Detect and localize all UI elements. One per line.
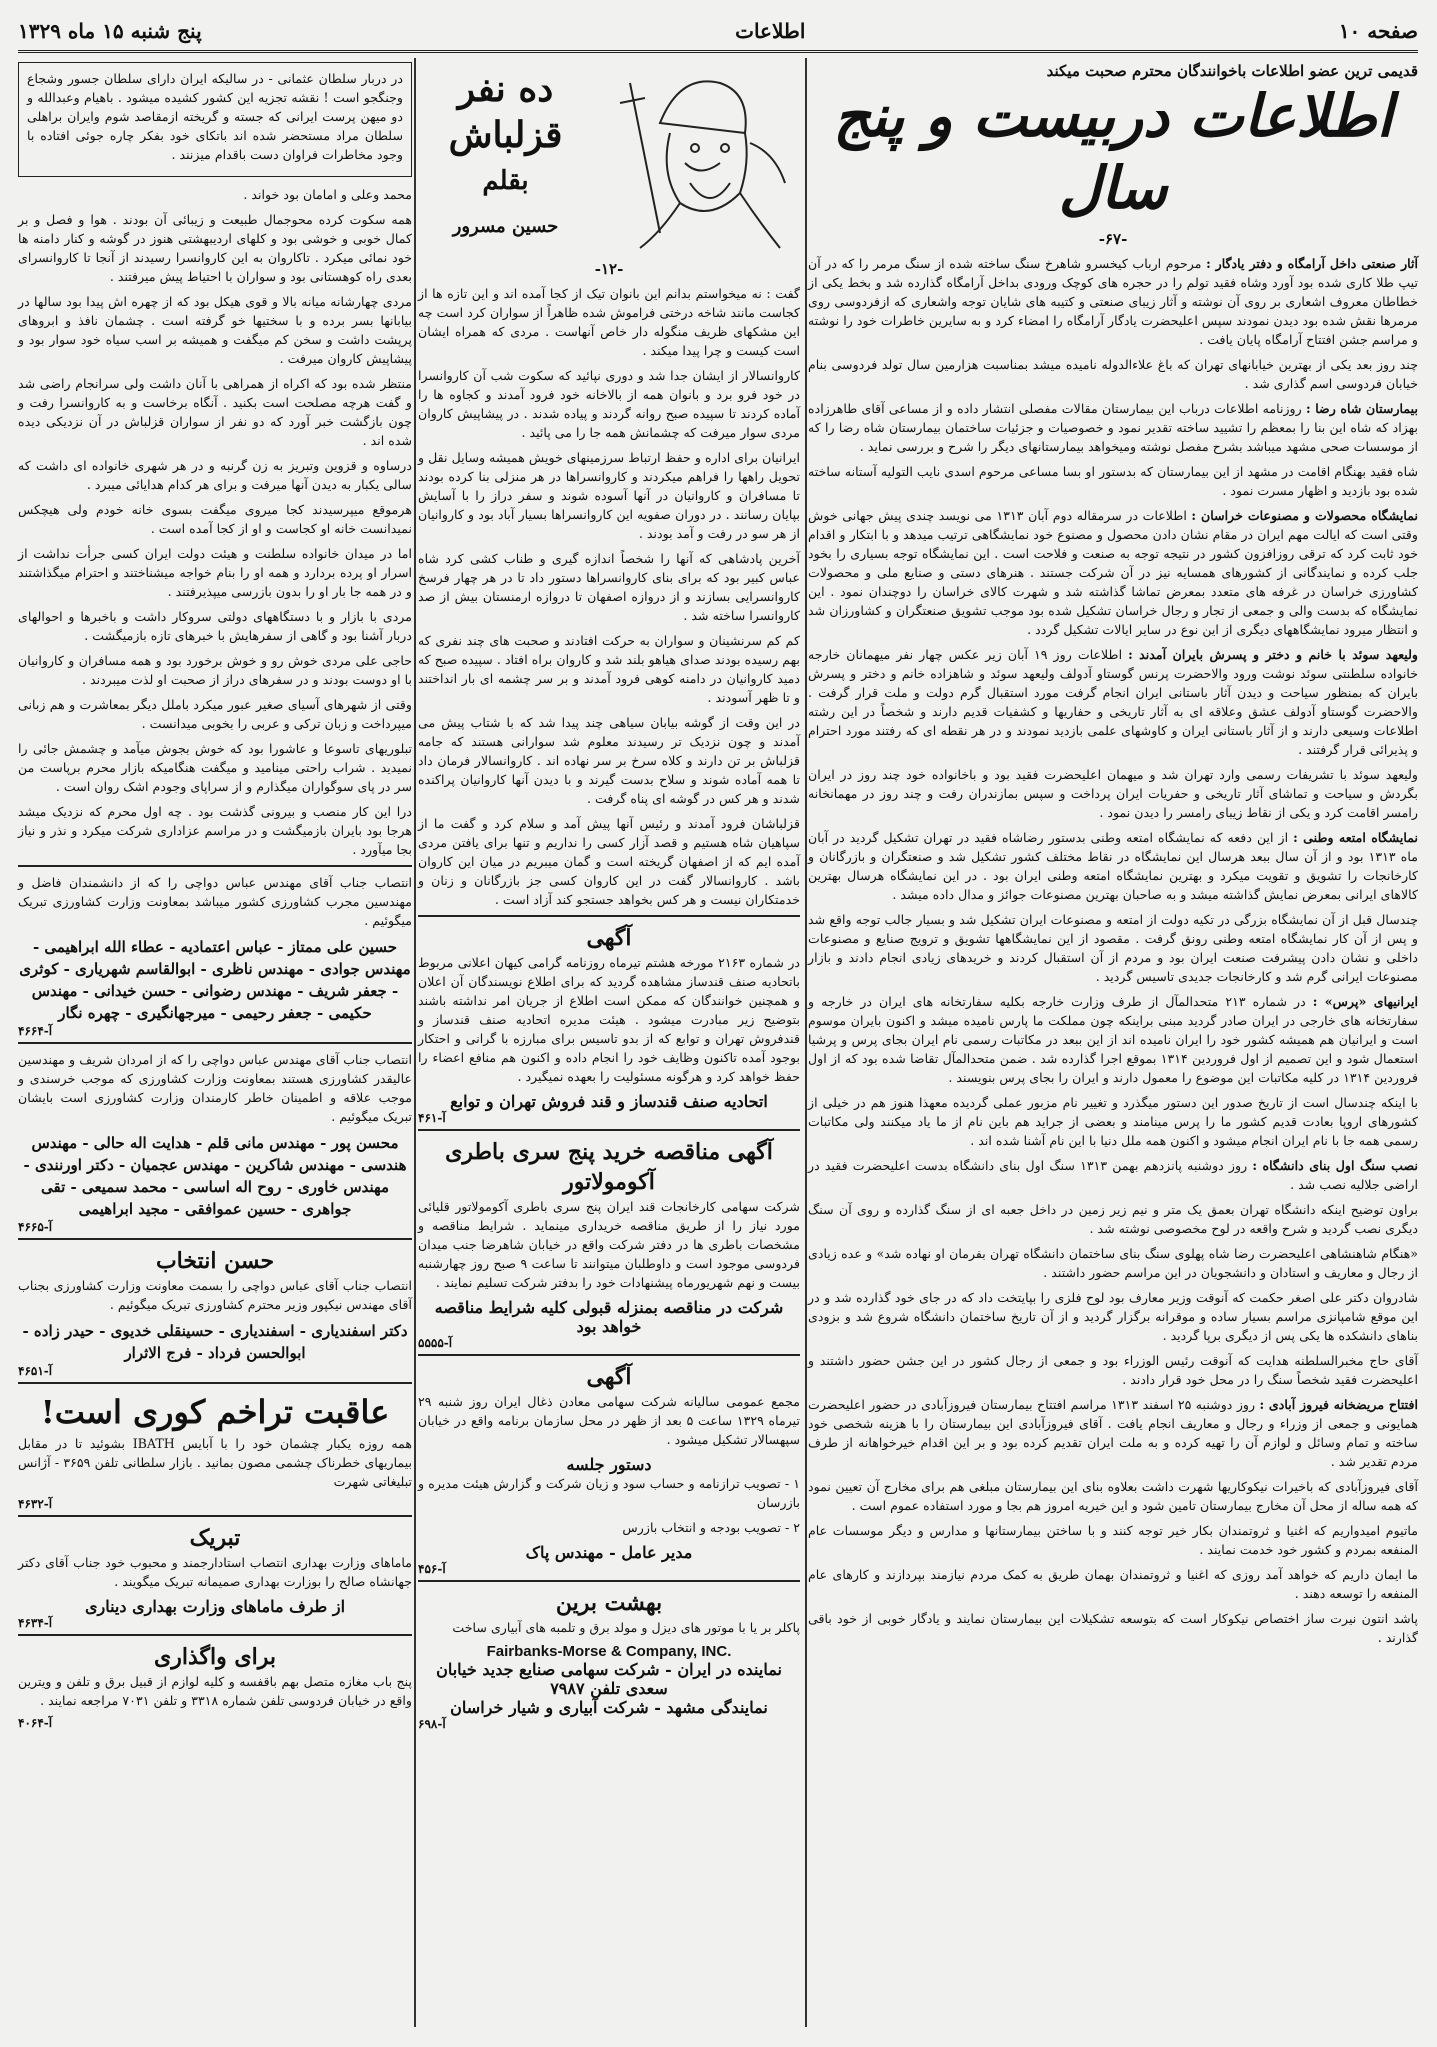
article-text: شادروان دکتر علی اصغر حکمت که آنوقت وزیر معارف بود لوح فلزی را بپایتخت داد که در جای خود گذارده شد و در این موقع شامپانزی مراسم بسیار ساده و موقرانه برگزار گردید و از آن تاریخ ساختمان دانشگاه شروع شد و بزودی بناهای دانشکده ها یکی پس از دیگری برپا گردید .: [808, 1290, 1418, 1343]
portrait-illustration: [600, 63, 800, 253]
article-text: در شماره ۲۱۳ متحدالمآل از طرف وزارت خارجه بکلیه سفارتخانه های ایران در خارجه و سفارتخانه های خارجی در ایران صادر گردید مبنی براینکه چون مملکت ما پارس نامیده میشد و اکنون بایران موسوم است و ایرانیان هم همیشه کشور خود را ایران نامیده اند از این ببعد در مکاتبات رسمی نام ایران بجای پرس و پرشیا استعمال شود و این تصمیم از اول فروردین ۱۳۱۴ بموقع اجرا گذارده شد . ضمن متحدالمآل تقاضا شده بود که از اول فروردین ۱۳۱۴ در کلیه مکاتبات این موضوع را معمول دارند و ایران را بجای پرس بنویسند .: [808, 994, 1419, 1085]
article-paragraph: [808, 1093, 1418, 1150]
serial-paragraph: محمد وعلی و امامان بود خواند .: [243, 187, 412, 202]
article-paragraph: [808, 1477, 1418, 1515]
article-paragraph: [808, 1395, 1418, 1471]
ad-code: آ-۴۶۵۱: [18, 1364, 53, 1378]
article-paragraph: [808, 992, 1418, 1087]
ad-names: دکتر اسفندیاری - اسفندیاری - حسینقلی خدیوی - حیدر زاده - ابوالحسن فرداد - فرج الاثرار: [22, 1322, 408, 1362]
right-column: [808, 58, 1418, 1653]
article-subheading: آثار صنعتی داخل آرامگاه و دفتر یادگار :: [1206, 256, 1418, 271]
ad-title: حسن انتخاب: [155, 1248, 275, 1274]
ad-signature: شرکت در مناقصه بمنزله قبولی کلیه شرایط مناقصه خواهد بود: [434, 1298, 784, 1336]
ad-text: مجمع عمومی سالیانه شرکت سهامی معادن ذغال ایران روز شنبه ۲۹ تیرماه ۱۳۲۹ ساعت ۵ بعد از ظهر در محل سازمان برنامه واقع در خیابان سپهسالار تشکیل میشود .: [418, 1394, 800, 1447]
ad-code: آ-۵۵۵۵: [418, 1336, 453, 1350]
article-text: آقای حاج مخبرالسلطنه هدایت که آنوقت رئیس الوزراء بود و جمعی از رجال کشور در این جشن حضور داشتند و اعلیحضرت فقید شخصاً سنگ را در محل خود قرار دادند .: [808, 1353, 1418, 1387]
advertisement: [18, 1515, 412, 1634]
ad-names: محسن پور - مهندس مانی قلم - هدایت اله حالی - مهندس هندسی - مهندس شاکرین - مهندس عجمیان - دکتر اورنندی - مهندس خاوری - روح اله اساسی - محمد سمیعی - تقی جواهری - حسین عموافقی - مجید ابراهیمی: [23, 1134, 407, 1218]
serial-paragraph: وقتی از شهرهای آسیای صغیر عبور میکرد باملل دیگر بمعاشرت و هم زبانی میپرداخت و زبان ترکی و عربی را بخوبی میدانست .: [18, 697, 412, 731]
middle-column: [418, 58, 800, 1735]
advertisement: [18, 865, 412, 1042]
left-column: [18, 58, 412, 1734]
serial-paragraph: تبلوریهای تاسوعا و عاشورا بود که خوش بجوش میآمد و چشمش جائی را نمیدید . شراب راحتی مینامید و میگفت هنگامیکه بازار محرم برپاست من سر در پای سوگواران میگذارم و از سراپای وجودم اشک روان است .: [18, 741, 412, 794]
left-ads: [18, 865, 412, 1734]
ad-signature: اتحادیه صنف قندساز و قند فروش تهران و توابع: [450, 1092, 768, 1111]
article-paragraph: [808, 1521, 1418, 1559]
advertisement: [418, 1354, 800, 1580]
article-paragraph: [808, 254, 1418, 349]
ad-signature: نماینده در ایران - شرکت سهامی صنایع جدید خیابان سعدی تلفن ۷۹۸۷: [436, 1660, 782, 1698]
ad-code: آ-۴۶۶۵: [18, 1220, 53, 1234]
article-paragraph: [808, 1609, 1418, 1647]
ad-names: حسین علی ممتاز - عباس اعتمادیه - عطاء الله ابراهیمی - مهندس جوادی - مهندس ناظری - ابوالقاسم شهریاری - کوثری - جعفر شریف - مهندس رضوانی - حسن خیدانی - مهندس حکیمی - جعفر رحیمی - میرجهانگیری - چهره نگار: [19, 938, 411, 1022]
serial-paragraph: آخرین پادشاهی که آنها را شخصاً اندازه گیری و طناب کشی کرد شاه عباس کبیر بود که برای بنای کاروانسراها دستور داد تا در هر چهار فرسخ کاروانسرایی بسازند و از دروازه اصفهان تا دروازه ارمنستان بیش از صد کاروانسرا ساخته شد .: [418, 551, 800, 623]
ad-code: آ-۴۶۱: [418, 1111, 446, 1125]
article-paragraph: [808, 1288, 1418, 1345]
advertisement: [18, 1634, 412, 1734]
ad-code: آ-۴۵۶: [418, 1562, 446, 1576]
ad-code: آ-۴۶۳۴: [18, 1616, 53, 1630]
ad-text: پنج باب مغازه متصل بهم باقفسه و کلیه لوازم از قبیل برق و تلفن و ویترین واقع در خیابان فردوسی تلفن شماره ۳۳۱۸ و تلفن ۷۰۳۱ مراجعه نمایند .: [18, 1674, 412, 1708]
serial-paragraph: درساوه و قزوین وتبریز به زن گرنبه و در هر شهری خانواده ای داشت که سالی یکبار به دیدن آنها میرفت و برای هر کدام هدایائی میبرد .: [18, 458, 412, 492]
advertisement: [18, 1382, 412, 1515]
serial-paragraph: حاجی علی مردی خوش رو و خوش برخورد بود و همه مسافران و کاروانیان با او دوست بودند و در سفرهای دراز از صحبت او لذت میبردند .: [18, 653, 412, 687]
ad-title: آگهی: [586, 925, 632, 951]
ad-title: آگهی: [586, 1364, 632, 1390]
article-text: شاه فقید بهنگام اقامت در مشهد از این بیمارستان که بدستور او بسا مساعی مرحوم اسدی نایب التولیه آستانه ساخته شده بود بازدید و اظهار مسرت نمود .: [808, 464, 1418, 498]
ad-text: ماماهای وزارت بهداری انتصاب استادارجمند و محبوب خود جناب آقای دکتر جهانشاه صالح را بوزارت بهداری صمیمانه تبریک میگویند .: [18, 1555, 412, 1589]
article-paragraph: [808, 1565, 1418, 1603]
ad-title: عاقبت تراخم کوری است!: [40, 1393, 390, 1431]
article-text: روز دوشنبه پانزدهم بهمن ۱۳۱۳ سنگ اول بنای دانشگاه بدست اعلیحضرت فقید در اراضی جلالیه نصب شد .: [808, 1158, 1418, 1192]
article-text: چند روز بعد یکی از بهترین خیابانهای تهران که باغ علاءالدوله نامیده میشد بمناسبت هزارمین سال تولد فردوسی بنام خیابان فردوسی اسم گذاری شد .: [808, 357, 1418, 391]
advertisement: [418, 1580, 800, 1735]
article-text: روز دوشنبه ۲۵ اسفند ۱۳۱۳ مراسم افتتاح بیمارستان فیروزآبادی در حضور اعلیحضرت همایونی و جمعی از وزراء و رجال و معاریف انجام یافت . آقای فیروزآبادی این بیمارستان را با هزینه شخصی خود ساخته و تمام وسائل و لوازم آن را تهیه کرده و به ملت ایران تقدیم کرده بود و بر این اقدام خیرخواهانه از طرف مردم تقدیر شد .: [808, 1397, 1418, 1469]
ad-code: آ-۴۶۳۲: [18, 1497, 53, 1511]
ad-text: شرکت سهامی کارخانجات قند ایران پنج سری باطری آکومولاتور قلیائی مورد نیاز را از طریق مناقصه خریداری مینماید . شرایط مناقصه و مشخصات باطری ها در دفتر شرکت واقع در خیابان شاهرضا جنب میدان فردوسی موجود است و داوطلبان میتوانند تا ساعت ۹ صبح روز چهارشنبه بیست و نهم شهریورماه پیشنهادات خود را بدفتر شرکت تسلیم نمایند .: [418, 1199, 800, 1290]
article-paragraph: [808, 1244, 1418, 1282]
ad-signature: از طرف ماماهای وزارت بهداری دیناری: [84, 1597, 346, 1616]
ad-code: آ-۴۰۶۴: [18, 1716, 53, 1730]
article-text: براون توضیح اینکه دانشگاه تهران بعمق یک متر و نیم زیر زمین در داخل جعبه ای از سنگ گذارده و روی آن سنگ دیگری نصب گردید و شرح واقعه در لوح مخصوصی نوشته شد .: [808, 1202, 1418, 1236]
article-text: ماتیوم امیدواریم که اغنیا و ثروتمندان بکار خیر توجه کنند و با ساختن بیمارستانها و مدارس و دیگر موسسات عام المنفعه بمردم و کشور خود خدمت نمایند .: [808, 1523, 1418, 1557]
header-page-number: صفحه ۱۰: [1338, 19, 1418, 43]
ad-agenda-title: دستور جلسه: [566, 1455, 652, 1474]
serial-paragraph: منتظر شده بود که اکراه از همراهی با آنان داشت ولی سرانجام راضی شد و گفت هرچه مصلحت است بکنید . آنگاه برخاست و به کاروانسرا رفت و چون بازگشت خبر آورد که دو نفر از سواران قزلباش در آن نزدیکی دیده شده اند .: [18, 376, 412, 448]
synopsis-text: در دربار سلطان عثمانی - در سالیکه ایران دارای سلطان جسور وشجاع وجنگجو است ! نقشه تجزیه این کشور کشیده میشود . باهیام وعبدالله و دو میهن پرست ایرانی که جسته و گریخته ازمقاصد شوم وایران براهلی سلطان مراد مستحضر شده اند باتکای خود بفکر چاره جوئی افتاده با وجود مخاطرات فراوان دست باقدام میزنند .: [27, 71, 403, 162]
article-paragraph: [808, 506, 1418, 639]
article-subheading: نصب سنگ اول بنای دانشگاه :: [1252, 1158, 1418, 1173]
article-paragraph: [808, 399, 1418, 456]
article-paragraph: [808, 1351, 1418, 1389]
article-subheading: نمایشگاه محصولات و مصنوعات خراسان :: [1191, 508, 1418, 523]
article-subheading: نمایشگاه امتعه وطنی :: [1293, 830, 1418, 845]
serial-paragraph: قزلباشان فرود آمدند و رئیس آنها پیش آمد و سلام کرد و گفت ما از سپاهیان شاه هستیم و قصد آزار کسی را نداریم و تنها برای یافتن مردی آمده ایم که از اصفهان گریخته است و گمان میبریم در میان این کاروان باشد . کاروانسالار گفت در این کاروان کسی جز بازرگانان و زنان و خدمتکاران نیست و هر کس بخواهد جستجو کند آزاد است .: [418, 816, 800, 907]
article-subheading: ولیعهد سوئد با خانم و دختر و پسرش بایران آمدند :: [1128, 647, 1418, 662]
serial-paragraph: کم کم سرنشینان و سواران به حرکت افتادند و صحبت های چند نفری که بهم رسیده بودند صدای هیاهو بلند شد و کاروان براه افتاد . سپیده صبح که دمید کاروانیان در دامنه کوهی فرود آمدند و بر سر چشمه ای بار انداختند و تا ظهر آسودند .: [418, 633, 800, 705]
article-text: ولیعهد سوئد با تشریفات رسمی وارد تهران شد و میهمان اعلیحضرت فقید بود و باخانواده خود چند روز در ایران بگردش و سیاحت و تماشای آثار تاریخی و حفریات ایران پرداخت و سپس بمازندران رفت و چند روز در مهمانخانه رامسر اقامت کرد و یکی از نقاط زیبای رامسر را دیدن نمود .: [808, 767, 1418, 820]
ad-text: همه روزه یکبار چشمان خود را با آبایس IBATH بشوئید تا در مقابل بیماریهای خطرناک چشمی مصون بمانید . بازار سلطانی تلفن ۳۶۵۹ - آژانس تبلیغاتی شهرت: [18, 1436, 413, 1489]
serial-paragraph: گفت : نه میخواستم بدانم این بانوان تیک از کجا آمده اند و این تازه ها از کجاست مانند شاخه درختی فراموش شده ظاهراً از سواران کرد است چه این مشکهای ظریف منگوله دار خاص آنهاست . مردی که همراه ایشان است کیست و چرا پیدا میکند .: [418, 286, 800, 358]
article-text: پاشد انتون نیرت ساز اختصاص نیکوکار است که بتوسعه تشکیلات این بیمارستان نمایند و یادگار خوبی از خود باقی گذارند .: [808, 1611, 1418, 1645]
article-text: اطلاعات روز ۱۹ آبان زیر عکس چهار نفر میهمانان خارجه خانواده سلطنتی سوئد نوشت ورود والاحضرت پرنس گوستاو آدولف ولیعهد سوئد و شاهزاده خانم و دختر و پسرش بایران که بمنظور سیاحت و دیدن آثار باستانی ایران انجام گرفت مورد استقبال گرم دولت و ملت قرار گرفت . والاحضرت گوستاو آدولف عشق وعلاقه ای به آثار تاریخی و حفاریها و کشفیات قدیم دارند و شخصاً در این رشته اطلاعات وسیعی دارند و از آثار باستانی ایران و کاوشهای علمی بازدید نمودند و در هر نقطه ای که رفتند مورد احترام و پذیرائی قرار گرفتند .: [808, 647, 1418, 757]
serial-paragraph: ایرانیان برای اداره و حفظ ارتباط سرزمینهای خویش همیشه وسایل نقل و تحویل راهها را فراهم میکردند و کاروانسراها در هر منزلی بنا کرده بودند تا مسافران و کاروانیان در آنها آسوده شوند و سفر دراز را با آسایش بپایان رسانند . در دوران صفویه این کاروانسراها بسیار آباد بود و کاروانیان از هر سو در رفت و آمد بودند .: [418, 450, 800, 541]
serial-by: بقلم: [482, 166, 529, 196]
serial-paragraph: همه سکوت کرده محوجمال طبیعت و زیبائی آن بودند . هوا و فصل و بر کمال خوبی و خوشی بود و کلهای اردیبهشتی هنوز در گوشه و کنار دامنه ها خود نمائی میکرد . تاکاروان به این کاروانسرا رسیدند از آنجا تا کاروانسرای بعدی راه کوهستانی بود و سواران با احتیاط پیش میرفتند .: [18, 212, 412, 284]
article-text: اطلاعات در سرمقاله دوم آبان ۱۳۱۳ می نویسد چندی پیش جهانی خوش وقتی است که ایالت مهم ایران در مقام نشان دادن محصول و مصنوع خود نمایشگاهی ترتیب میدهد و با ابتکار و اقدام خود ثابت کرد که ترقی روزافزون کشور در نتیجه توجه به صنعت و فلاحت است . این نمایشگاه توجه بسیاری را بخود جلب کرده و نمایندگانی از کشورهای همسایه نیز در آن شرکت جستند . هنرهای دستی و صنایع ملی و محصولات کشاورزی خراسان در غرفه های متعدد بمعرض تماشا گذاشته شد و شهرت کالای خراسان را دوچندان نمود . این نمایشگاه که بدست والی و جمعی از تجار و رجال خراسان تشکیل شده بود موجب تشویق صنعتگران و کشاورزان شد و انتظار میرود نمایشگاههای دیگری از این نوع در سایر ایالات تشکیل گردد .: [808, 508, 1418, 637]
serial-paragraph: اما در میدان خانواده سلطنت و هیئت دولت ایران کسی جرأت نداشت از اسرار او پرده بردارد و همه او را بنام خواجه میشناختند و احترام میگذاشتند و در همه جا بار او را بدون بازرسی میپذیرفتند .: [18, 546, 412, 599]
ad-title: تبریک: [189, 1525, 241, 1551]
serial-paragraph: هرموقع میپرسیدند کجا میروی میگفت بسوی خانه خودم ولی هیچکس نمیدانست خانه او کجاست و او از کجا آمده است .: [18, 502, 412, 536]
serial-paragraph: در این وقت از گوشه بیابان سیاهی چند پیدا شد که با شتاب پیش می آمدند و چون نزدیک تر رسیدند معلوم شد سوارانی هستند که جامه قزلباش بر تن دارند و کلاه سرخ بر سر نهاده اند . کاروانسالار فرمان داد تا همه آماده شوند و سلاح بدست گیرند و با دیدن آنها کاروانیان پراکنده شدند و هر کس در گوشه ای پناه گرفت .: [418, 715, 800, 806]
article-paragraph: [808, 765, 1418, 822]
column-divider: [805, 58, 807, 2027]
ad-title: بهشت برین: [555, 1590, 663, 1616]
masthead-title: اطلاعات دربیست و پنج سال: [833, 82, 1393, 222]
serial-paragraph: درا این کار منصب و بیرونی گذشت بود . چه اول محرم که نزدیک میشد هرجا بود بایران بازمیگشت و در مراسم عزاداری شرکت میکرد و نذر و نیاز بجا میآورد .: [18, 804, 412, 857]
ad-text: در شماره ۲۱۶۳ مورخه هشتم تیرماه روزنامه گرامی کیهان اعلانی مربوط باتحادیه صنف قندساز مشاهده گردید که برای اطلاع نویسندگان آن اعلان و همچنین خوانندگان که ممکن است اطلاع از جریان امر نداشته باشند بتوضیح زیر مبادرت میشود . هیئت مدیره اتحادیه صنف قندساز و قندفروش تهران و توابع که از بدو تاسیس برای مبارزه با گرانی و احتکار بوجود آمده تاکنون وظایف خود را انجام داده و اکنون هم منافع اعضاء را حفظ خواهد کرد و هرگونه مسئولیت را بعهده نمیگیرد .: [418, 955, 801, 1084]
article-paragraph: [808, 1200, 1418, 1238]
header-date: پنج شنبه ۱۵ ماه ۱۳۲۹: [18, 19, 202, 43]
ad-title: برای واگذاری: [154, 1644, 276, 1670]
article-subheading: افتتاح مریضخانه فیروز آبادی :: [1259, 1397, 1418, 1412]
ad-code: آ-۴۶۶۴: [18, 1024, 53, 1038]
ad-text: انتصاب جناب آقای عباس دواچی را بسمت معاونت وزارت کشاورزی بجناب آقای مهندس نیکپور وزیر محترم کشاورزی تبریک میگوئیم .: [18, 1278, 412, 1312]
ad-code: آ-۶۹۸: [418, 1717, 446, 1731]
serial-title: ده نفر قزلباش: [448, 68, 563, 156]
serial-paragraph: کاروانسالار از ایشان جدا شد و دوری نپائید که سکوت شب آن کاروانسرا در خود فرو برد و بانوان همه از بالاخانه خود فرود آمدند و کجاوه ها را آماده کردند تا سپیده صبح روانه گردند و پیاده شدند . در پیشاپیش کاروان مردی سوار میرفت که چشمانش همه جا را می پائید .: [418, 368, 800, 440]
serial-header: [418, 58, 800, 258]
ad-agenda-item: ۱ - تصویب ترازنامه و حساب سود و زیان شرکت و گزارش هیئت مدیره و بازرسان: [418, 1476, 800, 1510]
advertisement: [18, 1238, 412, 1382]
serial-title-block: [418, 66, 593, 250]
article-text: ما ایمان داریم که خواهد آمد روزی که اغنیا و ثروتمندان بهمان طریق به کمک مردم نیازمند بپردازند و کارهای عام المنفعه را توسعه دهند .: [808, 1567, 1418, 1601]
advertisement: [418, 1129, 800, 1354]
article-paragraph: [808, 645, 1418, 759]
serial-number: -۱۲-: [594, 260, 624, 278]
ad-text: انتصاب جناب آقای مهندس عباس دواچی را که از دانشمندان فاضل و مهندسین مجرب کشاورزی کشور میباشد بمعاونت وزارت کشاورزی تبریک میگوئیم .: [18, 875, 412, 928]
synopsis-box: [18, 62, 412, 177]
serial-paragraph: مردی چهارشانه میانه بالا و قوی هیکل بود که از چهره اش پیدا بود سالها در بیابانها بسر برده و با سختیها خو گرفته است . چشمان نافذ و ابروهای پرپشت داشت و سخن کم میگفت و همیشه بر اسب سیاه خود سوار بود و پیشاپیش کاروان میرفت .: [18, 294, 412, 366]
article-subheading: بیمارستان شاه رضا :: [1305, 401, 1418, 416]
article-paragraph: [808, 828, 1418, 904]
ad-title: آگهی مناقصه خرید پنج سری باطری آکومولاتور: [445, 1139, 773, 1195]
article-paragraph: [808, 1156, 1418, 1194]
article-text: «هنگام شاهنشاهی اعلیحضرت رضا شاه پهلوی سنگ بنای ساختمان دانشگاه تهران بفرمان او نهاده شد» و عده زیادی از رجال و معاریف و استادان و دانشجویان در این مراسم حضور داشتند .: [808, 1246, 1418, 1280]
column-divider: [414, 58, 416, 2027]
serial-continuation: [18, 185, 412, 859]
masthead-note: قدیمی ترین عضو اطلاعات باخوانندگان محترم صحبت میکند: [1046, 62, 1418, 80]
article-paragraph: [808, 462, 1418, 500]
ad-agenda-item: ۲ - تصویب بودجه و انتخاب بازرس: [622, 1520, 800, 1535]
ad-signature: مدیر عامل - مهندس پاک: [525, 1543, 693, 1562]
ad-signature: نمایندگی مشهد - شرکت آبیاری و شیار خراسان: [450, 1698, 768, 1717]
installment-number: -۶۷-: [1098, 230, 1128, 248]
article-text: مرحوم ارباب کیخسرو شاهرخ سنگ ساخته شده از سنگ مرمر را که در آن تیپ طلا کاری شده بود آورد وشاه فقید تولم را در حجره های کوچک ورودی بداخل آرامگاه گذارده شد و بخط یکی از خطاطان معروف اشعاری بر روی آن نوشته و آثار زیبای صنعتی و کتیبه های شایان توجه واشعاری که ازفردوسی روی مرمرها نقش شده بود دیدن نمودند سپس اعلیحضرت یادگار آرامگاه را امضاء کرد و به سایرین خاطرات خود را نوشته و مراسم جشن افتتاح آرامگاه پایان یافت .: [808, 256, 1418, 347]
ad-text: انتصاب جناب آقای مهندس عباس دواچی را که از امردان شریف و مهندسین عالیقدر کشاورزی هستند بمعاونت وزارت کشاورزی که موجب خرسندی و موجب علاقه و اطمینان خاطر کارمندان وزارت کشاورزی است بایشان تبریک میگوئیم .: [18, 1052, 412, 1124]
article-text: روزنامه اطلاعات درباب این بیمارستان مقالات مفصلی انتشار داده و از مساعی آقای طاهرزاده بهزاد که شاه این بنا را بمعظم را تشیید ساخته تقدیر نمود و خصوصیات و جزئیات ساختمان بیمارستان شاه رضا را که از موسسات صحی مشهد میباشد بشرح مفصل نوشته ومیخواهد بیمارستانهای دیگر را شرح و بررسی نماید .: [808, 401, 1418, 454]
ad-company-name: Fairbanks-Morse & Company, INC.: [486, 1643, 732, 1660]
page-header: [18, 12, 1418, 53]
serial-body: [418, 284, 800, 909]
article-paragraph: [808, 355, 1418, 393]
serial-author: حسین مسرور: [452, 216, 559, 237]
middle-ads: [418, 915, 800, 1735]
article-text: چندسال قبل از آن نمایشگاه بزرگی در تکیه دولت از امتعه و مصنوعات ایران تشکیل شد و بسیار جالب توجه واقع شد و پس از آن کار نمایشگاه امتعه وطنی رونق گرفت . مقصود از این نمایشگاهها تشویق و ترویج صنایع و مصنوعات داخلی و نشان دادن پیشرفت صنعت ایران بود و مردم از آن استقبال کردند و خریدهای زیادی انجام دادند و بازار مصنوعات ایرانی گرم شد و کارخانجات جدیدی تاسیس گردید .: [808, 912, 1418, 984]
article-text: آقای فیروزآبادی که باخیرات نیکوکاریها شهرت داشت بعلاوه بنای این بیمارستان مبلغی هم برای مخارج آن تعیین نمود که همه ساله از محل آن مخارج بیمارستان تامین شود و این خیریه امروز هم بجا و مورد استفاده عموم است .: [808, 1479, 1418, 1513]
article-body: [808, 254, 1418, 1647]
advertisement: [18, 1042, 412, 1238]
article-subheading: ایرانیهای «پرس» :: [1312, 994, 1418, 1009]
ad-text: پاکلر بر یا با موتور های دیزل و مولد برق و تلمبه های آبیاری ساخت: [452, 1620, 800, 1635]
header-paper-name: اطلاعات: [735, 19, 806, 43]
article-paragraph: [808, 910, 1418, 986]
advertisement: [418, 915, 800, 1129]
masthead: [808, 58, 1418, 228]
article-text: با اینکه چندسال است از تاریخ صدور این دستور میگذرد و تغییر نام مزبور عملی گردیده معهذا هنوز هم در خیلی از کشورهای اروپا بعادت قدیم کشور ما را پرس مینامند و بعضی از جراید هم باین نام از ما یاد میکنند ولی مکاتبات رسمی همه جا با نام ایران انجام میشود و اکنون همه ملل دنیا با این نام آشنا شده اند .: [808, 1095, 1418, 1148]
serial-paragraph: مردی با بازار و با دستگاههای دولتی سروکار داشت و باخبرها و احوالهای دربار آشنا بود و گاهی از سفرهایش با خبرهای تازه بازمیگشت .: [18, 609, 412, 643]
article-text: از این دفعه که نمایشگاه امتعه وطنی بدستور رضاشاه فقید در تهران تشکیل گردید در آبان ماه ۱۳۱۳ بود و از آن سال ببعد هرسال این نمایشگاه در نقاط مختلف کشور تشکیل شد و صنعتگران و بازرگانان و کارخانجات را تشویق و تقویت میکرد و بهترین نمایشگاه امتعه وطنی ایران بود . در این نمایشگاه هرسال بهترین کالاهای ایرانی بمعرض نمایش گذاشته میشد و به صاحبان بهترین مصنوعات جوائز و مدال داده میشد .: [808, 830, 1418, 902]
